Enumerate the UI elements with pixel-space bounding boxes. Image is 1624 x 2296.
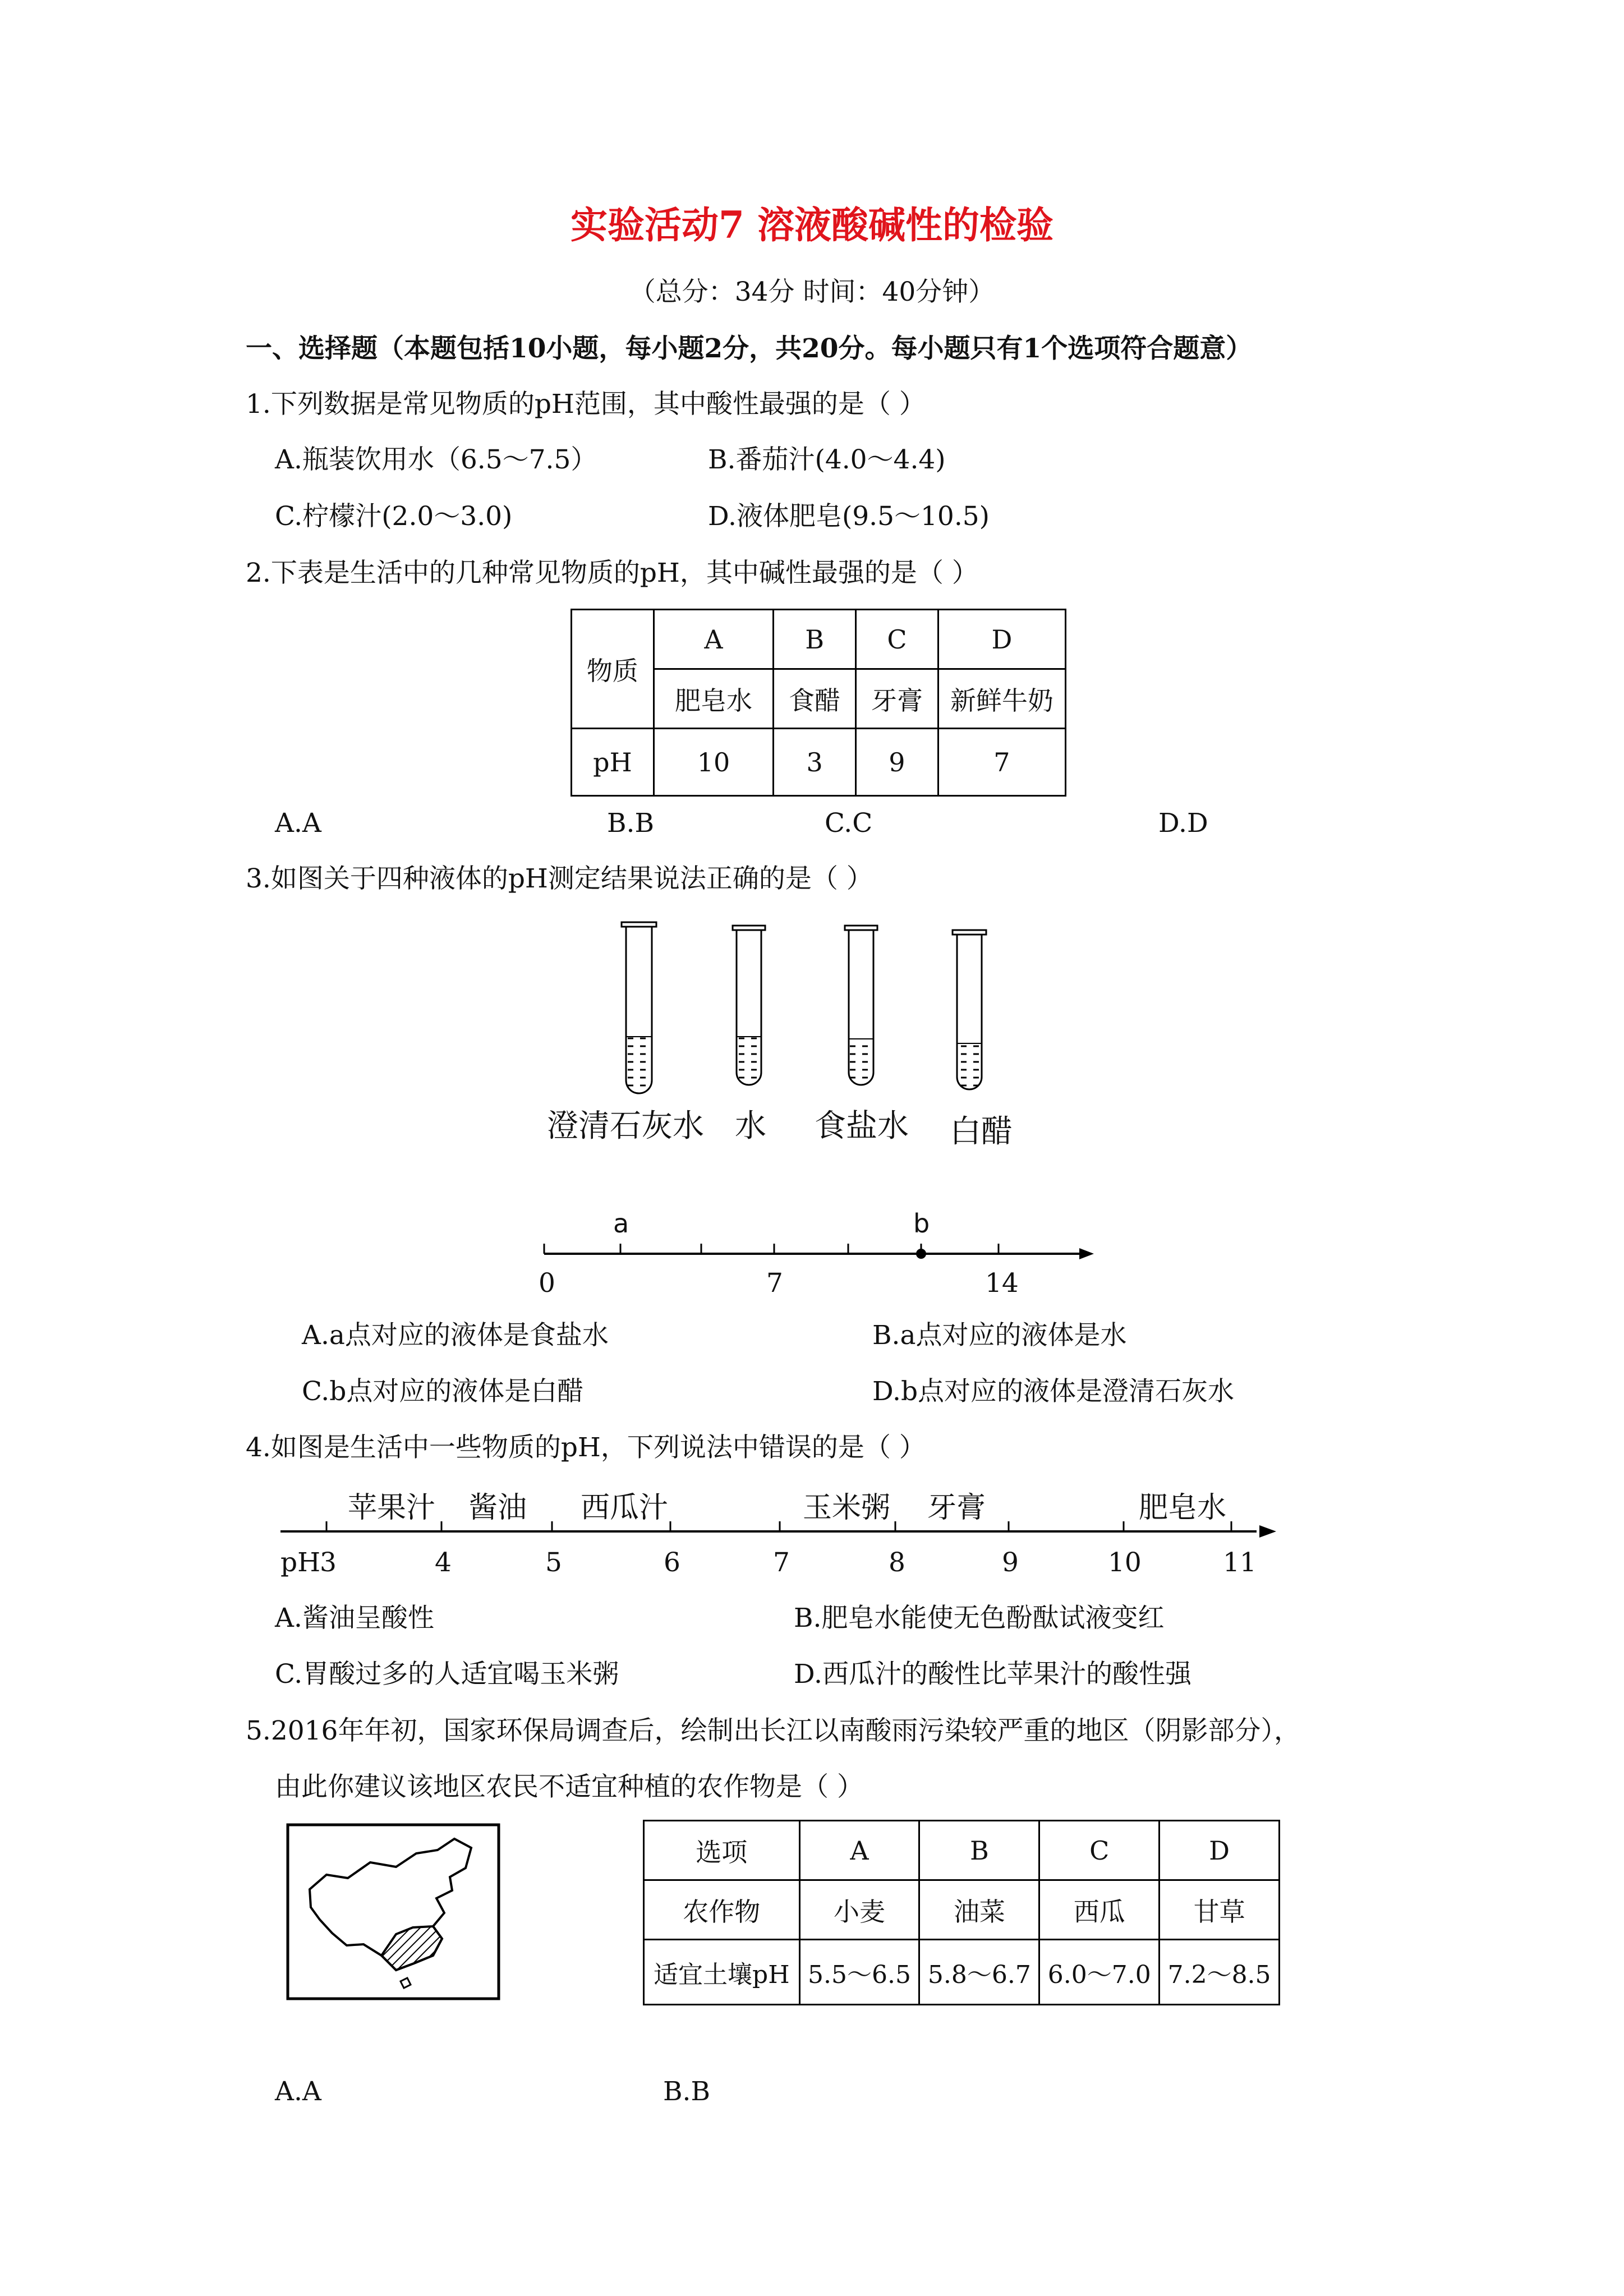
- q2-option-c: C.C: [825, 808, 873, 839]
- test-tube-icon: [733, 926, 765, 1085]
- q3-option-d: D.b点对应的液体是澄清石灰水: [872, 1376, 1235, 1407]
- q2-col-letter: D: [938, 610, 1065, 669]
- scale-prefix-ph: pH: [280, 1547, 321, 1578]
- q2-row-header-substance: 物质: [572, 610, 654, 729]
- scale-tick: 7: [773, 1547, 790, 1578]
- q5-col-letter: A: [799, 1821, 919, 1880]
- scale-item: 牙膏: [927, 1491, 986, 1525]
- scale-tick: 8: [889, 1547, 905, 1578]
- scale-tick: 11: [1223, 1547, 1257, 1578]
- q3-ph-number-line: [533, 1228, 1105, 1301]
- q5-crop-name: 小麦: [799, 1880, 919, 1940]
- point-b-marker: [916, 1249, 926, 1259]
- q5-soil-ph-value: 7.2～8.5: [1160, 1940, 1280, 2005]
- axis-tick-7: 7: [766, 1268, 783, 1299]
- q1-option-b: B.番茄汁(4.0～4.4): [708, 444, 946, 475]
- q5-crop-name: 西瓜: [1039, 1880, 1160, 1940]
- q1-option-d: D.液体肥皂(9.5～10.5): [708, 501, 990, 532]
- scale-tick: 3: [320, 1547, 337, 1578]
- q3-option-b: B.a点对应的液体是水: [872, 1320, 1127, 1351]
- scale-item: 玉米粥: [803, 1491, 891, 1525]
- scale-tick: 6: [664, 1547, 680, 1578]
- q2-option-a: A.A: [275, 808, 321, 839]
- q5-header-option: 选项: [644, 1821, 800, 1880]
- q5-crop-name: 甘草: [1160, 1880, 1280, 1940]
- q5-stem-line2: 由此你建议该地区农民不适宜种植的农作物是（ ）: [275, 1772, 863, 1802]
- scale-item: 苹果汁: [348, 1491, 436, 1525]
- test-tube-icon: [953, 930, 986, 1089]
- q2-col-letter: A: [654, 610, 773, 669]
- q2-option-b: B.B: [607, 808, 655, 839]
- q4-option-c: C.胃酸过多的人适宜喝玉米粥: [275, 1659, 619, 1690]
- page-subtitle: （总分：34分 时间：40分钟）: [629, 277, 995, 307]
- q2-substance-name: 新鲜牛奶: [938, 669, 1065, 729]
- q2-ph-table: [571, 609, 1066, 797]
- q5-soil-ph-value: 5.8～6.7: [919, 1940, 1039, 2005]
- q5-stem-line1: 5.2016年年初，国家环保局调查后，绘制出长江以南酸雨污染较严重的地区（阴影部分），: [246, 1715, 1300, 1746]
- tube-label: 澄清石灰水: [547, 1108, 704, 1144]
- q2-ph-value: 10: [654, 729, 773, 796]
- q2-ph-value: 7: [938, 729, 1065, 796]
- tube-label: 白醋: [950, 1114, 1013, 1150]
- q3-stem: 3.如图关于四种液体的pH测定结果说法正确的是（ ）: [246, 863, 873, 894]
- q1-option-a: A.瓶装饮用水（6.5～7.5）: [275, 444, 597, 475]
- q2-col-letter: C: [856, 610, 938, 669]
- q5-col-letter: B: [919, 1821, 1039, 1880]
- q1-stem: 1.下列数据是常见物质的pH范围，其中酸性最强的是（ ）: [246, 389, 926, 420]
- q5-crop-ph-table: [643, 1820, 1280, 2005]
- section-heading: 一、选择题（本题包括10小题，每小题2分，共20分。每小题只有1个选项符合题意）: [246, 333, 1253, 364]
- scale-tick: 4: [435, 1547, 452, 1578]
- page-title: 实验活动7 溶液酸碱性的检验: [571, 203, 1053, 247]
- q4-option-b: B.肥皂水能使无色酚酞试液变红: [794, 1603, 1165, 1634]
- q4-stem: 4.如图是生活中一些物质的pH，下列说法中错误的是（ ）: [246, 1432, 926, 1463]
- q5-col-letter: D: [1160, 1821, 1280, 1880]
- axis-label-a: a: [613, 1208, 629, 1239]
- tube-label: 食盐水: [815, 1108, 909, 1144]
- axis-tick-14: 14: [985, 1268, 1019, 1299]
- q4-option-a: A.酱油呈酸性: [275, 1603, 434, 1634]
- q2-substance-name: 牙膏: [856, 669, 938, 729]
- q3-option-a: A.a点对应的液体是食盐水: [302, 1320, 609, 1351]
- axis-tick-0: 0: [539, 1268, 555, 1299]
- q4-option-d: D.西瓜汁的酸性比苹果汁的酸性强: [794, 1659, 1191, 1690]
- q5-soil-ph-value: 5.5～6.5: [799, 1940, 919, 2005]
- q5-header-soil-ph: 适宜土壤pH: [644, 1940, 800, 2005]
- q5-option-a: A.A: [275, 2076, 321, 2107]
- scale-tick: 5: [545, 1547, 562, 1578]
- tube-label: 水: [735, 1108, 766, 1144]
- q5-header-crop: 农作物: [644, 1880, 800, 1940]
- test-tube-icon: [845, 926, 877, 1085]
- axis-label-b: b: [913, 1208, 930, 1239]
- q2-stem: 2.下表是生活中的几种常见物质的pH，其中碱性最强的是（ ）: [246, 558, 978, 588]
- q2-substance-name: 肥皂水: [654, 669, 773, 729]
- test-tube-icon: [622, 922, 656, 1093]
- q5-crop-name: 油菜: [919, 1880, 1039, 1940]
- scale-tick: 9: [1002, 1547, 1019, 1578]
- q2-row-header-ph: pH: [572, 729, 654, 796]
- china-map-icon: [286, 1823, 502, 2001]
- scale-tick: 10: [1108, 1547, 1142, 1578]
- q1-option-c: C.柠檬汁(2.0～3.0): [275, 501, 513, 532]
- q5-option-b: B.B: [663, 2076, 711, 2107]
- q5-col-letter: C: [1039, 1821, 1160, 1880]
- scale-item: 西瓜汁: [581, 1491, 669, 1525]
- q5-soil-ph-value: 6.0～7.0: [1039, 1940, 1160, 2005]
- q3-option-c: C.b点对应的液体是白醋: [302, 1376, 584, 1407]
- scale-item: 酱油: [468, 1491, 527, 1525]
- q2-col-letter: B: [774, 610, 856, 669]
- q2-option-d: D.D: [1158, 808, 1208, 839]
- q2-substance-name: 食醋: [774, 669, 856, 729]
- scale-item: 肥皂水: [1139, 1491, 1227, 1525]
- q2-ph-value: 3: [774, 729, 856, 796]
- q2-ph-value: 9: [856, 729, 938, 796]
